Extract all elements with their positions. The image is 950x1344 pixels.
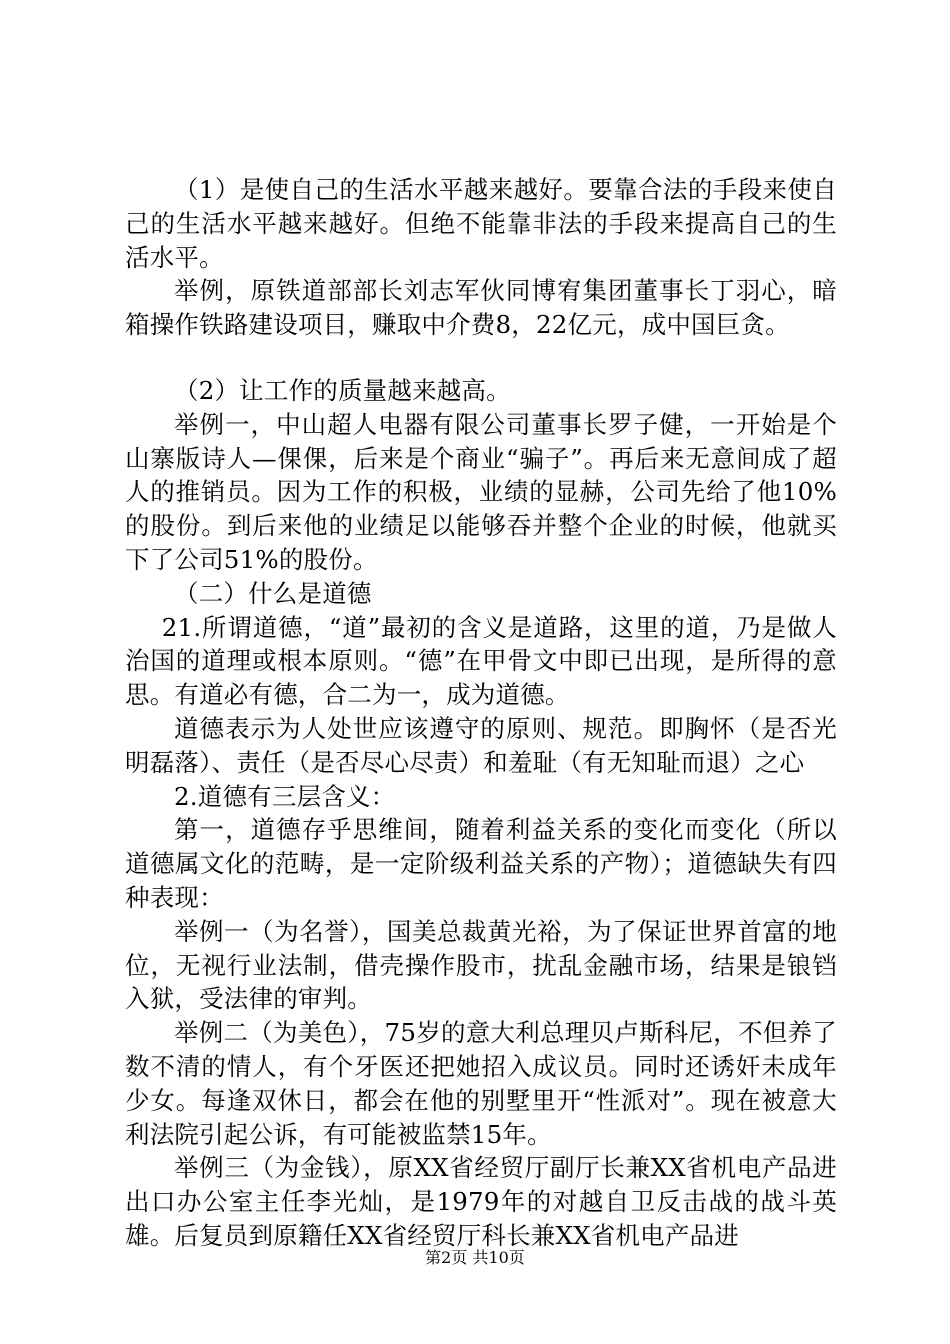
paragraph-2: 举例，原铁道部部长刘志军伙同博宥集团董事长丁羽心，暗箱操作铁路建设项目，赚取中介费8，22亿元，成中国巨贪。 (125, 276, 837, 340)
paragraph-1: （1）是使自己的生活水平越来越好。要靠合法的手段来使自己的生活水平越来越好。但绝不能靠非法的手段来提高自己的生活水平。 (125, 175, 837, 272)
section-heading: （二）什么是道德 (174, 578, 372, 608)
paragraph-5: 21.所谓道德，“道”最初的含义是道路，这里的道，乃是做人治国的道理或根本原则。“德”在甲骨文中即已出现，是所得的意思。有道必有德，合二为一，成为道德。 (125, 612, 837, 710)
paragraph-9: 举例一（为名誉），国美总裁黄光裕，为了保证世界首富的地位，无视行业法制，借壳操作股市，扰乱金融市场，结果是锒铛入狱，受法律的审判。 (125, 916, 837, 1014)
paragraph-11: 举例三（为金钱），原XX省经贸厅副厅长兼XX省机电产品进出口办公室主任李光灿，是1979年的对越自卫反击战的战斗英雄。后复员到原籍任XX省经贸厅科长兼XX省机电产品进 (125, 1153, 837, 1250)
paragraph-3: （2）让工作的质量越来越高。 (174, 375, 511, 405)
paragraph-6: 道德表示为人处世应该遵守的原则、规范。即胸怀（是否光明磊落）、责任（是否尽心尽责）和羞耻（有无知耻而退）之心 (125, 713, 837, 777)
paragraph-10: 举例二（为美色），75岁的意大利总理贝卢斯科尼，不但养了数不清的情人，有个牙医还把她招入成议员。同时还诱奸未成年少女。每逢双休日，都会在他的别墅里开“性派对”。现在被意大利法院引起公诉，有可能被监禁15年。 (125, 1018, 837, 1149)
paragraph-7: 2.道德有三层含义： (174, 781, 396, 811)
paragraph-8: 第一，道德存乎思维间，随着利益关系的变化而变化（所以道德属文化的范畴，是一定阶级利益关系的产物）；道德缺失有四种表现： (125, 815, 837, 912)
page-footer: 第2页 共10页 (425, 1248, 525, 1267)
document-body (125, 173, 837, 1253)
paragraph-4: 举例一，中山超人电器有限公司董事长罗子健，一开始是个山寨版诗人—倮倮，后来是个商业“骗子”。再后来无意间成了超人的推销员。因为工作的积极，业绩的显赫，公司先给了他10%的股份。到后来他的业绩足以能够吞并整个企业的时候，他就买下了公司51%的股份。 (125, 409, 837, 574)
